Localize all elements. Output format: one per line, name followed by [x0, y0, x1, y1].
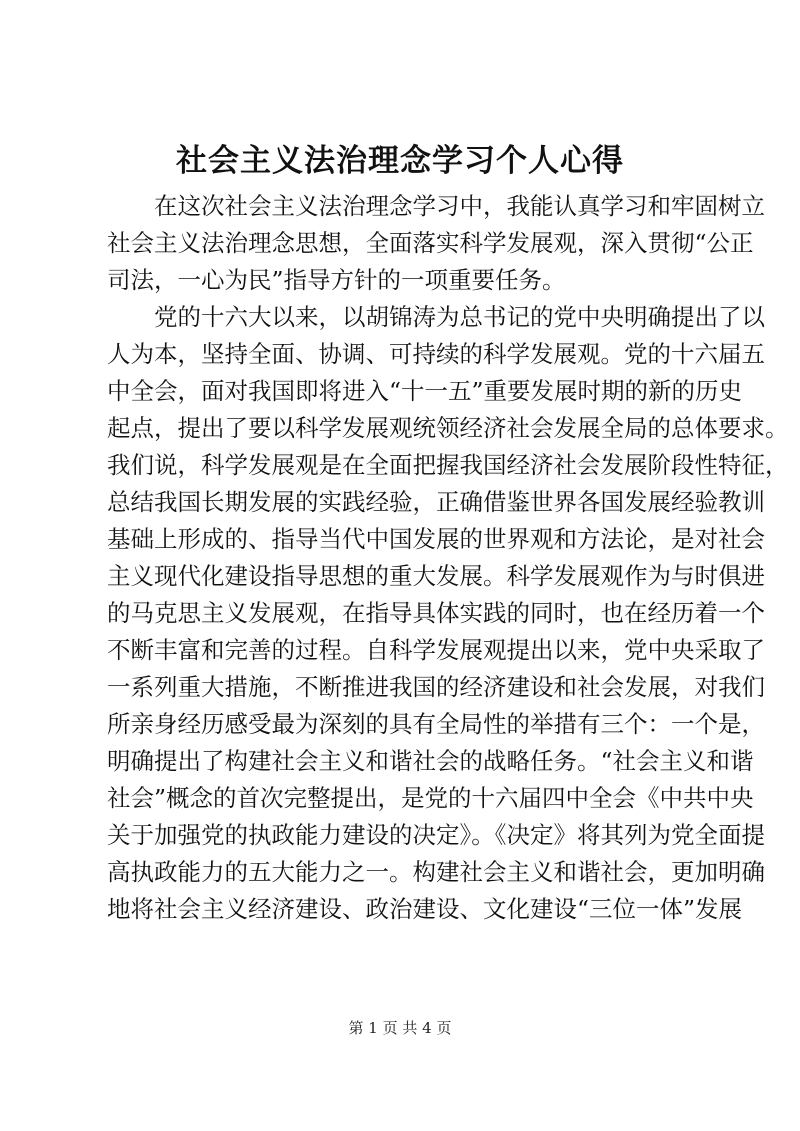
paragraph-2-line-4: 起点，提出了要以科学发展观统领经济社会发展全局的总体要求。 — [107, 414, 789, 442]
paragraph-2-line-15: 关于加强党的执政能力建设的决定》。《决定》将其列为党全面提 — [107, 821, 765, 849]
document-title: 社会主义法治理念学习个人心得 — [176, 143, 624, 179]
paragraph-2-line-7: 基础上形成的、指导当代中国发展的世界观和方法论，是对社会 — [107, 525, 765, 553]
paragraph-2-line-11: 一系列重大措施，不断推进我国的经济建设和社会发展，对我们 — [107, 673, 765, 701]
paragraph-2-line-2: 人为本，坚持全面、协调、可持续的科学发展观。党的十六届五 — [107, 340, 765, 368]
paragraph-1-line-1: 在这次社会主义法治理念学习中，我能认真学习和牢固树立 — [154, 192, 765, 220]
paragraph-2-line-9: 的马克思主义发展观，在指导具体实践的同时，也在经历着一个 — [107, 599, 765, 627]
paragraph-2-line-6: 总结我国长期发展的实践经验，正确借鉴世界各国发展经验教训 — [107, 488, 765, 516]
paragraph-1-line-2: 社会主义法治理念思想，全面落实科学发展观，深入贯彻“公正 — [107, 229, 754, 257]
paragraph-1-line-3: 司法，一心为民”指导方针的一项重要任务。 — [107, 266, 566, 294]
page-number: 第 1 页 共 4 页 — [348, 1019, 452, 1037]
paragraph-2-line-8: 主义现代化建设指导思想的重大发展。科学发展观作为与时俱进 — [107, 562, 765, 590]
paragraph-2-line-16: 高执政能力的五大能力之一。构建社会主义和谐社会，更加明确 — [107, 858, 765, 886]
paragraph-2-line-3: 中全会，面对我国即将进入“十一五”重要发展时期的新的历史 — [107, 377, 743, 405]
paragraph-2-line-10: 不断丰富和完善的过程。自科学发展观提出以来，党中央采取了 — [107, 636, 765, 664]
paragraph-2-line-14: 社会”概念的首次完整提出，是党的十六届四中全会《中共中央 — [107, 784, 754, 812]
paragraph-2-line-12: 所亲身经历感受最为深刻的具有全局性的举措有三个：一个是， — [107, 710, 765, 738]
paragraph-2-line-5: 我们说，科学发展观是在全面把握我国经济社会发展阶段性特征， — [107, 451, 789, 479]
paragraph-2-line-13: 明确提出了构建社会主义和谐社会的战略任务。“社会主义和谐 — [107, 747, 754, 775]
document-body — [107, 188, 789, 928]
paragraph-2-line-1: 党的十六大以来，以胡锦涛为总书记的党中央明确提出了以 — [154, 303, 765, 331]
paragraph-2-line-17: 地将社会主义经济建设、政治建设、文化建设“三位一体”发展 — [107, 895, 743, 923]
